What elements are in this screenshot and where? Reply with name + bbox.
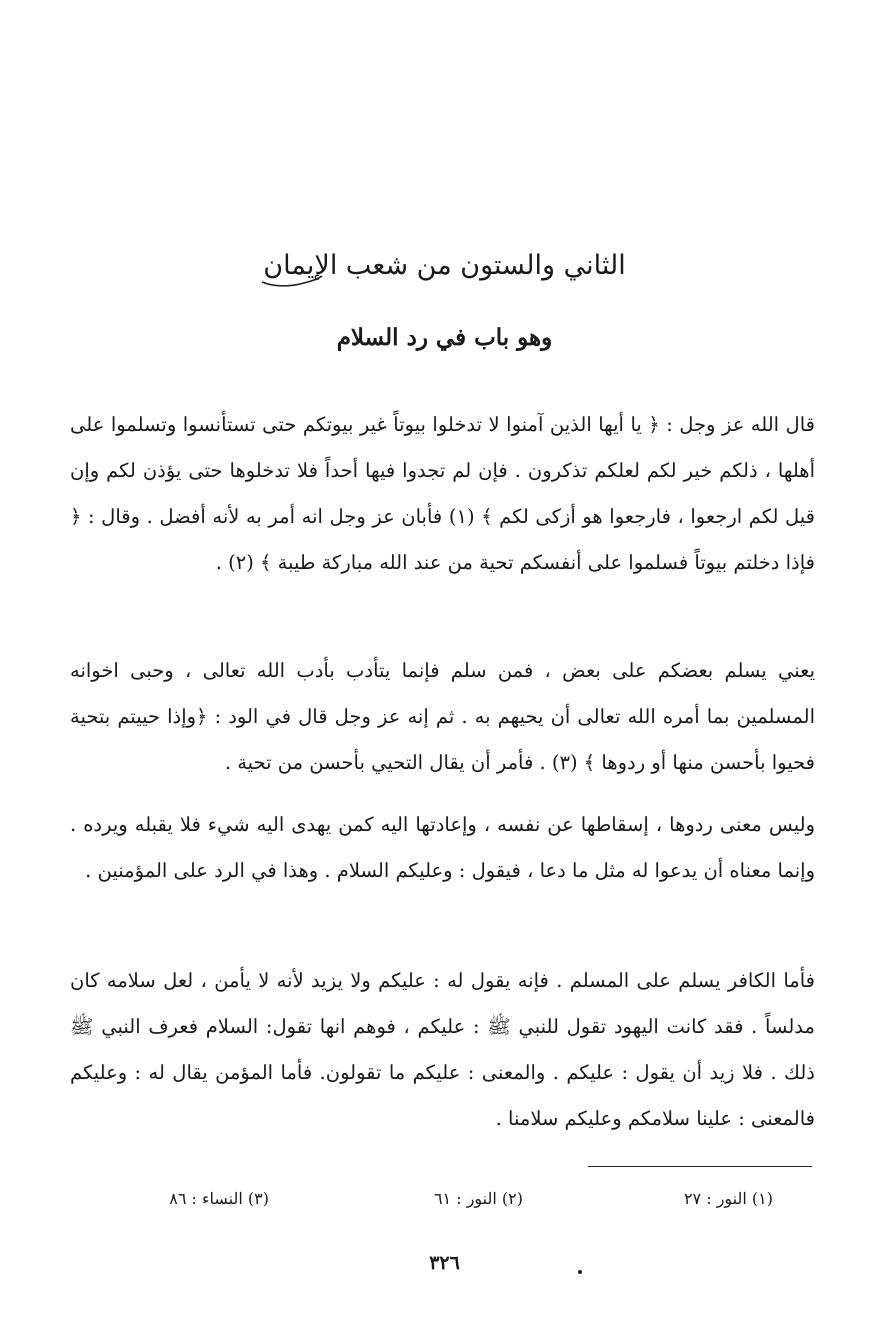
- paragraph-1: قال الله عز وجل : ﴿ يا أيها الذين آمنوا لا تدخلوا بيوتاً غير بيوتكم حتى تستأنسوا وتسلموا على أهلها ، ذلكم خير لكم لعلكم تذكرون . فإن لم تجدوا فيها أحداً فلا تدخلوها حتى يؤذن لكم وإن قيل لكم ارجعوا ، فارجعوا هو أزكى لكم ﴾ (١) فأبان عز وجل انه أمر به لأنه أفضل . وقال : ﴿ فإذا دخلتم بيوتاً فسلموا على أنفسكم تحية من عند الله مباركة طيبة ﴾ (٢) .: [70, 413, 815, 574]
- paragraph-2: يعني يسلم بعضكم على بعض ، فمن سلم فإنما يتأدب بأدب الله تعالى ، وحبى اخوانه المسلمين بما أمره الله تعالى أن يحيهم به . ثم إنه عز وجل قال في الود : ﴿وإذا حييتم بتحية فحيوا بأحسن منها أو ردوها ﴾ (٣) . فأمر أن يقال التحيي بأحسن من تحية .: [70, 659, 815, 774]
- footnote-2: (٢) النور : ٦١: [433, 1189, 523, 1208]
- paragraph-4: فأما الكافر يسلم على المسلم . فإنه يقول له : عليكم ولا يزيد لأنه لا يأمن ، لعل سلامه كان مدلساً . فقد كانت اليهود تقول للنبي ﷺ : عليكم ، فوهم انها تقول: السلام فعرف النبي ﷺ ذلك . فلا زيد أن يقول : عليكم . والمعنى : عليكم ما تقولون. فأما المؤمن يقال له : وعليكم فالمعنى : علينا سلامكم وعليكم سلامنا .: [70, 969, 815, 1130]
- print-speck: [578, 1270, 582, 1274]
- paragraph-3: وليس معنى ردوها ، إسقاطها عن نفسه ، وإعادتها اليه كمن يهدى اليه شيء فلا يقبله ويرده . وإنما معناه أن يدعوا له مثل ما دعا ، فيقول : وعليكم السلام . وهذا في الرد على المؤمنين .: [70, 813, 815, 882]
- chapter-subtitle: وهو باب في رد السلام: [336, 324, 553, 351]
- title-flourish-ornament: [260, 274, 324, 288]
- footnote-1: (١) النور : ٢٧: [683, 1189, 773, 1208]
- chapter-title: الثاني والستون من شعب الإيمان: [263, 250, 626, 281]
- page-number: ٣٢٦: [429, 1252, 460, 1274]
- footnote-3: (٣) النساء : ٨٦: [169, 1189, 269, 1208]
- footnote-divider: [588, 1166, 812, 1167]
